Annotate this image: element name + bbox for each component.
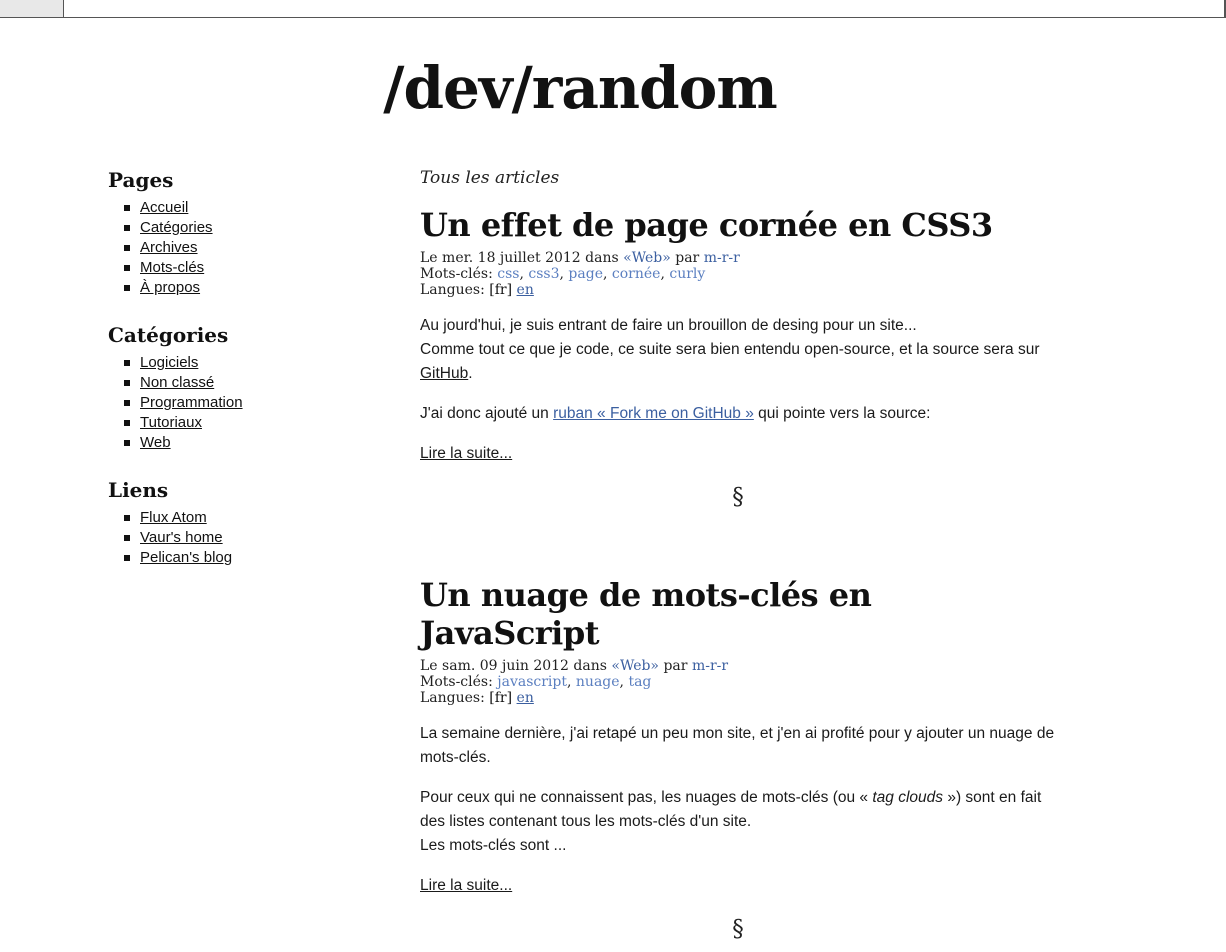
tag-curly[interactable]: curly	[669, 266, 706, 282]
sidebar-item-pelicans-blog[interactable]: Pelican's blog	[140, 549, 233, 566]
section-divider-mark: §	[732, 484, 744, 510]
article-title[interactable]: Un effet de page cornée en CSS3	[420, 206, 993, 244]
sidebar-list-liens	[108, 508, 388, 567]
list-item	[124, 238, 388, 257]
tag-tag[interactable]: tag	[628, 674, 652, 690]
site-title: /dev/random	[383, 54, 777, 122]
date-prefix: Le	[420, 250, 438, 266]
label-in: dans	[573, 658, 607, 674]
sidebar-heading-categories: Catégories	[108, 323, 229, 347]
paragraph-text-2: Pour ceux qui ne connaissent pas, les nuages de mots-clés (ou «	[420, 789, 873, 806]
paragraph-text-4: qui pointe vers la source:	[753, 405, 931, 422]
sidebar-item-accueil[interactable]: Accueil	[140, 199, 189, 216]
link-fork-me-ribbon[interactable]: ruban « Fork me on GitHub »	[553, 405, 754, 422]
language-fr: [fr]	[489, 690, 513, 706]
paragraph-text-1: La semaine dernière, j'ai retapé un peu mon site, et j'en ai profité pour y ajouter un nuage de mots-clés.	[420, 725, 1055, 766]
main-content	[420, 168, 1060, 952]
list-item	[124, 218, 388, 237]
window-top-bar	[0, 0, 1226, 18]
sidebar-list-pages	[108, 198, 388, 297]
read-more-link[interactable]: Lire la suite...	[420, 445, 513, 462]
article-tags-line: Mots-clés: javascript, nuage, tag	[420, 674, 652, 690]
bullet-icon	[124, 420, 130, 426]
article-author[interactable]: m-r-r	[691, 658, 729, 674]
paragraph-text-1: Au jourd'hui, je suis entrant de faire un brouillon de desing pour un site...	[420, 317, 917, 334]
sidebar-item-web[interactable]: Web	[140, 434, 171, 451]
list-item	[124, 198, 388, 217]
paragraph-period: .	[468, 365, 473, 382]
article-languages-line	[420, 282, 1060, 298]
paragraph	[420, 722, 1060, 770]
bullet-icon	[124, 245, 130, 251]
tag-css3[interactable]: css3	[528, 266, 560, 282]
window-corner-notch	[0, 0, 64, 17]
article-meta	[420, 658, 1060, 706]
bullet-icon	[124, 515, 130, 521]
label-keywords: Mots-clés:	[420, 674, 493, 690]
paragraph	[420, 402, 1060, 426]
sidebar-heading-pages: Pages	[108, 168, 174, 192]
sidebar-item-flux-atom[interactable]: Flux Atom	[140, 509, 207, 526]
bullet-icon	[124, 205, 130, 211]
article-body	[420, 314, 1060, 466]
article-category[interactable]: «Web»	[623, 250, 671, 266]
read-more-link[interactable]: Lire la suite...	[420, 877, 513, 894]
bullet-icon	[124, 380, 130, 386]
emphasis-tag-clouds: tag clouds	[872, 789, 944, 806]
article-category[interactable]: «Web»	[611, 658, 660, 674]
article-languages-line	[420, 690, 1060, 706]
sidebar-item-tutoriaux[interactable]: Tutoriaux	[140, 414, 202, 431]
tag-cornee[interactable]: cornée	[611, 266, 661, 282]
sidebar-item-programmation[interactable]: Programmation	[140, 394, 243, 411]
link-github[interactable]: GitHub	[420, 365, 469, 382]
paragraph-text-4: Les mots-clés sont ...	[420, 837, 567, 854]
date-prefix: Le	[420, 658, 438, 674]
bullet-icon	[124, 225, 130, 231]
list-item	[124, 393, 388, 412]
bullet-icon	[124, 440, 130, 446]
label-by: par	[675, 250, 700, 266]
bullet-icon	[124, 555, 130, 561]
sidebar-list-categories	[108, 353, 388, 452]
sidebar-item-vaurs-home[interactable]: Vaur's home	[140, 529, 223, 546]
label-keywords: Mots-clés:	[420, 266, 493, 282]
sidebar-item-logiciels[interactable]: Logiciels	[140, 354, 199, 371]
bullet-icon	[124, 265, 130, 271]
sidebar-item-categories[interactable]: Catégories	[140, 219, 213, 236]
article-body	[420, 722, 1060, 898]
list-item	[124, 258, 388, 277]
language-en[interactable]: en	[516, 282, 534, 298]
sidebar-group-liens	[108, 478, 388, 567]
article-1	[420, 206, 1060, 510]
sidebar-heading-liens: Liens	[108, 478, 169, 502]
language-en[interactable]: en	[516, 690, 534, 706]
label-languages: Langues:	[420, 282, 485, 298]
list-item	[124, 433, 388, 452]
sidebar-group-categories	[108, 323, 388, 452]
page-content	[0, 18, 1226, 942]
bullet-icon	[124, 285, 130, 291]
sidebar-item-mots-cles[interactable]: Mots-clés	[140, 259, 205, 276]
paragraph	[420, 786, 1060, 858]
sidebar-item-a-propos[interactable]: À propos	[140, 279, 201, 296]
list-item	[124, 508, 388, 527]
article-spacer	[420, 520, 1060, 576]
list-item	[124, 528, 388, 547]
article-meta	[420, 250, 1060, 298]
label-in: dans	[585, 250, 619, 266]
list-item	[124, 373, 388, 392]
page-subtitle: Tous les articles	[420, 168, 560, 188]
paragraph-text-3: J'ai donc ajouté un	[420, 405, 554, 422]
article-author[interactable]: m-r-r	[703, 250, 740, 266]
bullet-icon	[124, 400, 130, 406]
tag-css[interactable]: css	[497, 266, 520, 282]
tag-javascript[interactable]: javascript	[497, 674, 567, 690]
article-dateline	[420, 250, 1060, 266]
list-item	[124, 548, 388, 567]
sidebar	[108, 168, 388, 593]
list-item	[124, 353, 388, 372]
bullet-icon	[124, 360, 130, 366]
language-fr: [fr]	[489, 282, 513, 298]
sidebar-group-pages	[108, 168, 388, 297]
tag-nuage[interactable]: nuage	[575, 674, 620, 690]
paragraph-text-2: Comme tout ce que je code, ce suite sera bien entendu open-source, et la source sera sur	[420, 341, 1040, 358]
article-date: sam. 09 juin 2012	[442, 658, 569, 674]
label-languages: Langues:	[420, 690, 485, 706]
article-date: mer. 18 juillet 2012	[442, 250, 581, 266]
list-item	[124, 278, 388, 297]
article-2	[420, 576, 1060, 942]
label-by: par	[663, 658, 688, 674]
article-tags-line: Mots-clés: css, css3, page, cornée, curly	[420, 266, 706, 282]
tag-page[interactable]: page	[568, 266, 603, 282]
section-divider-mark: §	[732, 916, 744, 942]
article-title[interactable]: Un nuage de mots-clés en JavaScript	[420, 576, 872, 652]
article-dateline	[420, 658, 1060, 674]
paragraph	[420, 314, 1060, 386]
bullet-icon	[124, 535, 130, 541]
list-item	[124, 413, 388, 432]
paragraph-text-3: ») sont en fait des listes contenant tous les mots-clés d'un site.	[420, 789, 1042, 830]
sidebar-item-archives[interactable]: Archives	[140, 239, 198, 256]
sidebar-item-non-classe[interactable]: Non classé	[140, 374, 215, 391]
